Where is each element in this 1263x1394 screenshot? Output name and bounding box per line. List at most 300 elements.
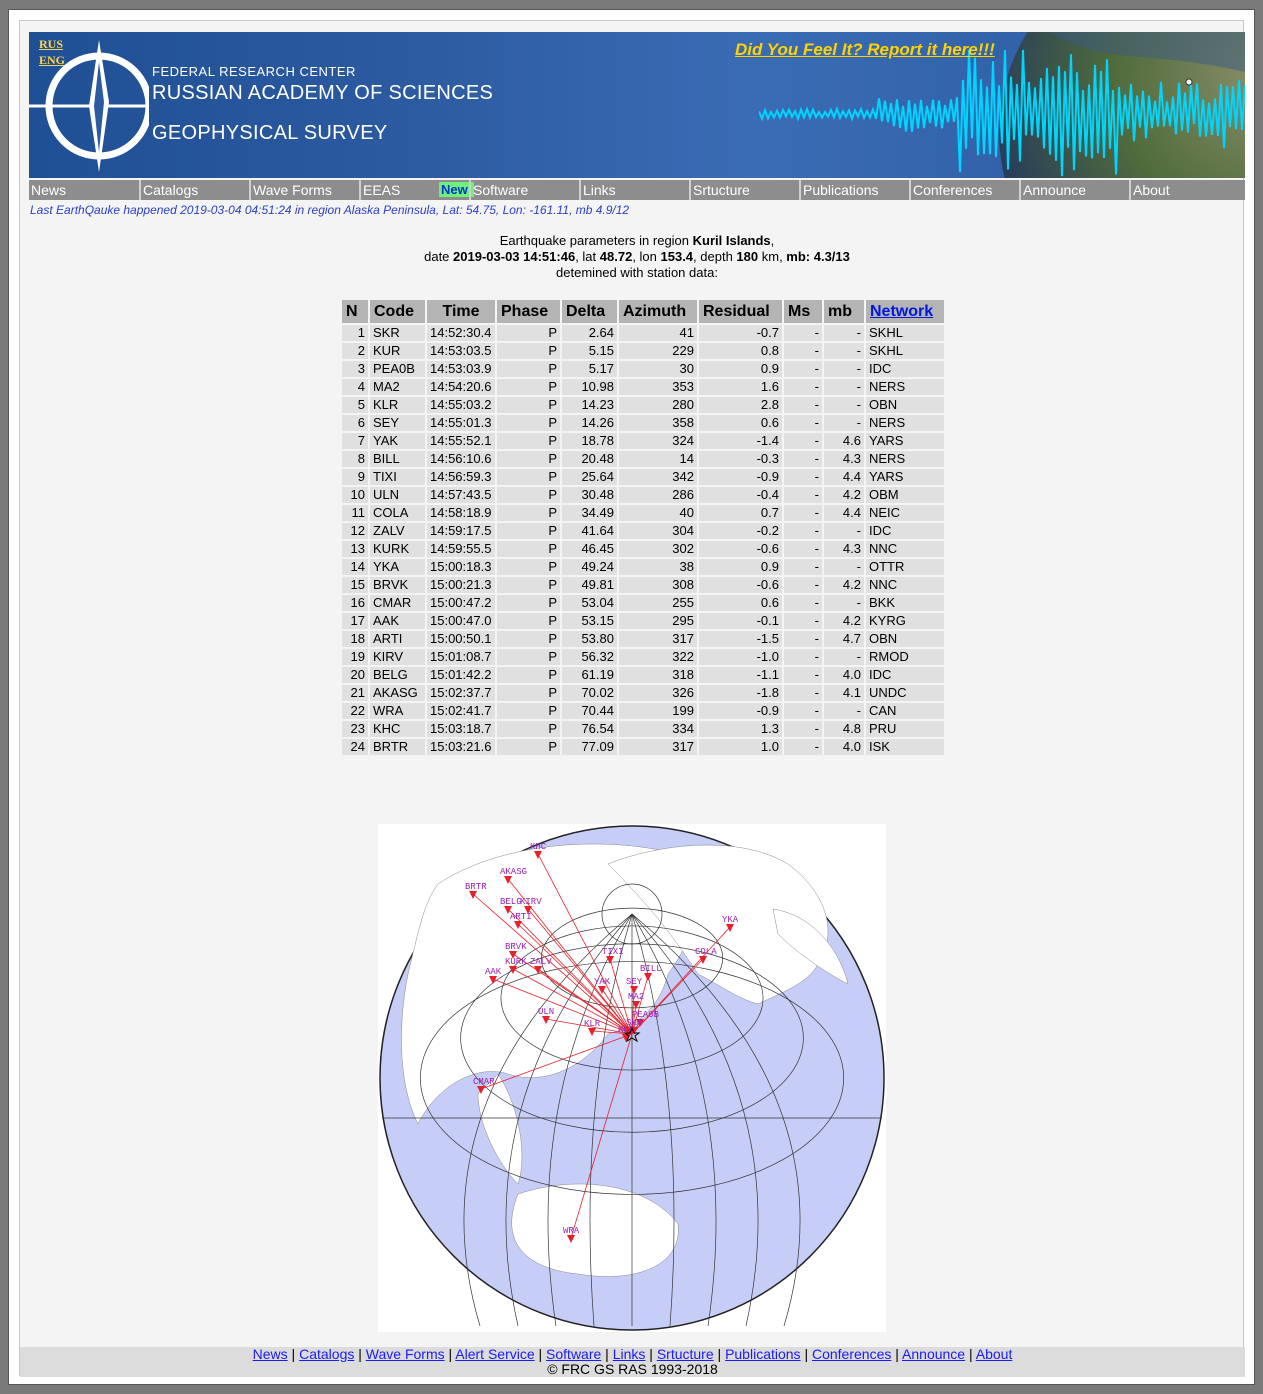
params-region: Kuril Islands	[692, 233, 771, 248]
cell-ms: -	[784, 541, 822, 557]
cell-azimuth: 358	[619, 415, 697, 431]
cell-delta: 41.64	[562, 523, 617, 539]
footer-links	[20, 1347, 1245, 1362]
cell-azimuth: 326	[619, 685, 697, 701]
params-km-label: km,	[758, 249, 787, 264]
table-row	[342, 559, 944, 575]
cell-ms: -	[784, 595, 822, 611]
cell-code: AAK	[370, 613, 425, 629]
cell-mb: 4.3	[824, 541, 864, 557]
nav-eeas-label: EEAS	[363, 182, 401, 198]
table-row	[342, 379, 944, 395]
cell-azimuth: 41	[619, 325, 697, 341]
cell-n: 1	[342, 325, 368, 341]
cell-ms: -	[784, 577, 822, 593]
cell-delta: 18.78	[562, 433, 617, 449]
params-mb: mb: 4.3/13	[786, 249, 850, 264]
station-label: WRA	[563, 1226, 580, 1236]
cell-n: 8	[342, 451, 368, 467]
cell-time: 14:53:03.5	[427, 343, 495, 359]
cell-code: KHC	[370, 721, 425, 737]
cell-n: 16	[342, 595, 368, 611]
nav-publications[interactable]: Publications	[799, 180, 909, 200]
cell-n: 19	[342, 649, 368, 665]
cell-n: 4	[342, 379, 368, 395]
table-row	[342, 685, 944, 701]
cell-phase: P	[497, 433, 560, 449]
cell-n: 7	[342, 433, 368, 449]
table-row	[342, 577, 944, 593]
col-azimuth: Azimuth	[619, 300, 697, 323]
station-label: AAK	[485, 967, 502, 977]
cell-mb: -	[824, 343, 864, 359]
table-row	[342, 325, 944, 341]
cell-n: 14	[342, 559, 368, 575]
cell-mb: -	[824, 379, 864, 395]
cell-n: 15	[342, 577, 368, 593]
cell-azimuth: 317	[619, 739, 697, 755]
cell-phase: P	[497, 469, 560, 485]
last-earthquake-ticker[interactable]: Last EarthQauke happened 2019-03-04 04:51:24 in region Alaska Peninsula, Lat: 54.75, Lon: -161.11, mb 4.9/12	[30, 203, 630, 217]
station-label: SKR	[626, 1018, 643, 1028]
cell-residual: -0.6	[699, 577, 782, 593]
footer-link-links[interactable]: Links	[612, 1346, 646, 1362]
cell-delta: 77.09	[562, 739, 617, 755]
cell-ms: -	[784, 649, 822, 665]
cell-delta: 49.24	[562, 559, 617, 575]
cell-ms: -	[784, 397, 822, 413]
cell-residual: -1.0	[699, 649, 782, 665]
station-label: ULN	[538, 1007, 555, 1017]
cell-mb: -	[824, 595, 864, 611]
cell-ms: -	[784, 505, 822, 521]
footer-link-news[interactable]: News	[252, 1346, 288, 1362]
nav-eeas[interactable]	[359, 180, 473, 200]
cell-network: NERS	[866, 379, 944, 395]
cell-delta: 20.48	[562, 451, 617, 467]
cell-n: 24	[342, 739, 368, 755]
did-you-feel-it-link[interactable]: Did You Feel It? Report it here!!!	[735, 40, 995, 59]
cell-time: 14:55:03.2	[427, 397, 495, 413]
cell-residual: 1.6	[699, 379, 782, 395]
cell-time: 15:02:37.7	[427, 685, 495, 701]
cell-phase: P	[497, 325, 560, 341]
cell-residual: -0.6	[699, 541, 782, 557]
cell-mb: 4.1	[824, 685, 864, 701]
cell-azimuth: 30	[619, 361, 697, 377]
network-header-link[interactable]: Network	[870, 302, 934, 320]
cell-code: BRVK	[370, 577, 425, 593]
cell-time: 14:56:59.3	[427, 469, 495, 485]
cell-n: 9	[342, 469, 368, 485]
cell-ms: -	[784, 703, 822, 719]
cell-network: CAN	[866, 703, 944, 719]
station-label: BILL	[640, 964, 662, 974]
footer-link-announce[interactable]: Announce	[902, 1346, 966, 1362]
cell-ms: -	[784, 559, 822, 575]
cell-code: AKASG	[370, 685, 425, 701]
table-row	[342, 649, 944, 665]
cell-phase: P	[497, 667, 560, 683]
params-lat-label: , lat	[575, 249, 600, 264]
cell-residual: 1.3	[699, 721, 782, 737]
station-map	[378, 824, 886, 1332]
cell-azimuth: 40	[619, 505, 697, 521]
cell-azimuth: 334	[619, 721, 697, 737]
table-row	[342, 415, 944, 431]
cell-ms: -	[784, 433, 822, 449]
cell-network: IDC	[866, 523, 944, 539]
cell-network: IDC	[866, 361, 944, 377]
cell-n: 2	[342, 343, 368, 359]
col-network	[866, 300, 944, 323]
cell-n: 21	[342, 685, 368, 701]
cell-mb: -	[824, 523, 864, 539]
cell-code: SKR	[370, 325, 425, 341]
cell-delta: 53.80	[562, 631, 617, 647]
station-label: YKA	[722, 915, 739, 925]
table-row	[342, 613, 944, 629]
footer-separator: |	[645, 1346, 657, 1362]
cell-code: CMAR	[370, 595, 425, 611]
cell-residual: 0.6	[699, 415, 782, 431]
table-header-row	[342, 300, 944, 323]
col-time: Time	[427, 300, 495, 323]
cell-azimuth: 295	[619, 613, 697, 629]
nav-catalogs[interactable]: Catalogs	[139, 180, 249, 200]
station-label: KIRV	[520, 897, 542, 907]
cell-residual: 1.0	[699, 739, 782, 755]
station-label: KHC	[530, 842, 547, 852]
params-lon: 153.4	[660, 249, 694, 264]
nav-software[interactable]: Software	[469, 180, 579, 200]
col-n: N	[342, 300, 368, 323]
station-label: CMAR	[473, 1077, 495, 1087]
params-date: 2019-03-03 14:51:46	[453, 249, 576, 264]
station-label: BRTR	[465, 882, 487, 892]
cell-phase: P	[497, 739, 560, 755]
cell-code: ARTI	[370, 631, 425, 647]
cell-delta: 49.81	[562, 577, 617, 593]
cell-delta: 14.26	[562, 415, 617, 431]
footer-separator: |	[713, 1346, 726, 1362]
org-line1: FEDERAL RESEARCH CENTER	[152, 64, 356, 79]
cell-phase: P	[497, 559, 560, 575]
cell-delta: 61.19	[562, 667, 617, 683]
cell-azimuth: 302	[619, 541, 697, 557]
cell-delta: 5.17	[562, 361, 617, 377]
cell-ms: -	[784, 667, 822, 683]
logo-compass-icon	[29, 32, 149, 178]
cell-residual: -0.9	[699, 469, 782, 485]
cell-mb: 4.6	[824, 433, 864, 449]
nav-structure[interactable]: Srtucture	[689, 180, 799, 200]
cell-code: BRTR	[370, 739, 425, 755]
cell-azimuth: 38	[619, 559, 697, 575]
footer-link-conferences[interactable]: Conferences	[811, 1346, 892, 1362]
cell-delta: 53.04	[562, 595, 617, 611]
cell-mb: 4.8	[824, 721, 864, 737]
cell-delta: 76.54	[562, 721, 617, 737]
cell-network: OTTR	[866, 559, 944, 575]
footer-link-software[interactable]: Software	[546, 1346, 602, 1362]
cell-azimuth: 304	[619, 523, 697, 539]
station-label: SEY	[626, 977, 643, 987]
nav-links[interactable]: Links	[579, 180, 689, 200]
table-row	[342, 505, 944, 521]
cell-residual: 0.9	[699, 559, 782, 575]
globe-map	[378, 824, 886, 1332]
cell-ms: -	[784, 739, 822, 755]
org-line2: RUSSIAN ACADEMY OF SCIENCES	[152, 82, 494, 104]
cell-mb: -	[824, 415, 864, 431]
cell-time: 14:55:01.3	[427, 415, 495, 431]
cell-network: KYRG	[866, 613, 944, 629]
page-frame	[8, 9, 1255, 1385]
cell-residual: -1.1	[699, 667, 782, 683]
cell-delta: 2.64	[562, 325, 617, 341]
cell-ms: -	[784, 523, 822, 539]
cell-code: KUR	[370, 343, 425, 359]
cell-residual: -0.2	[699, 523, 782, 539]
cell-network: IDC	[866, 667, 944, 683]
cell-n: 3	[342, 361, 368, 377]
cell-residual: -0.3	[699, 451, 782, 467]
table-row	[342, 667, 944, 683]
footer-link-publications[interactable]: Publications	[725, 1346, 801, 1362]
cell-phase: P	[497, 379, 560, 395]
cell-time: 15:00:18.3	[427, 559, 495, 575]
cell-n: 23	[342, 721, 368, 737]
cell-time: 15:00:50.1	[427, 631, 495, 647]
station-label: TIXI	[602, 947, 624, 957]
cell-ms: -	[784, 361, 822, 377]
table-row	[342, 397, 944, 413]
cell-ms: -	[784, 451, 822, 467]
table-row	[342, 487, 944, 503]
cell-mb: 4.0	[824, 667, 864, 683]
cell-delta: 46.45	[562, 541, 617, 557]
cell-mb: 4.2	[824, 577, 864, 593]
cell-mb: 4.0	[824, 739, 864, 755]
page-content	[19, 20, 1244, 1376]
station-label: YAK	[594, 977, 611, 987]
table-row	[342, 541, 944, 557]
table-row	[342, 433, 944, 449]
cell-code: SEY	[370, 415, 425, 431]
cell-n: 10	[342, 487, 368, 503]
footer-link-about[interactable]: About	[975, 1346, 1013, 1362]
cell-residual: -1.5	[699, 631, 782, 647]
station-table	[340, 298, 946, 757]
cell-azimuth: 318	[619, 667, 697, 683]
cell-time: 15:01:08.7	[427, 649, 495, 665]
cell-phase: P	[497, 631, 560, 647]
cell-ms: -	[784, 325, 822, 341]
cell-code: ZALV	[370, 523, 425, 539]
params-lon-label: , lon	[632, 249, 661, 264]
cell-delta: 56.32	[562, 649, 617, 665]
cell-time: 14:55:52.1	[427, 433, 495, 449]
cell-mb: -	[824, 397, 864, 413]
cell-time: 15:00:47.2	[427, 595, 495, 611]
footer-link-alert-service[interactable]: Alert Service	[455, 1346, 535, 1362]
lang-eng-link[interactable]: ENG	[39, 53, 66, 67]
cell-residual: 0.8	[699, 343, 782, 359]
footer-separator: |	[534, 1346, 547, 1362]
cell-network: OBN	[866, 397, 944, 413]
station-label: AKASG	[500, 867, 528, 877]
table-row	[342, 595, 944, 611]
cell-azimuth: 280	[619, 397, 697, 413]
cell-phase: P	[497, 595, 560, 611]
cell-mb: -	[824, 703, 864, 719]
cell-phase: P	[497, 613, 560, 629]
cell-n: 22	[342, 703, 368, 719]
cell-phase: P	[497, 685, 560, 701]
table-row	[342, 469, 944, 485]
cell-time: 14:56:10.6	[427, 451, 495, 467]
cell-residual: -1.8	[699, 685, 782, 701]
cell-azimuth: 308	[619, 577, 697, 593]
cell-phase: P	[497, 649, 560, 665]
nav-about[interactable]: About	[1129, 180, 1245, 200]
cell-code: KLR	[370, 397, 425, 413]
cell-azimuth: 324	[619, 433, 697, 449]
cell-mb: -	[824, 649, 864, 665]
cell-phase: P	[497, 703, 560, 719]
cell-azimuth: 322	[619, 649, 697, 665]
cell-code: YAK	[370, 433, 425, 449]
station-label: KURK	[505, 957, 527, 967]
cell-delta: 30.48	[562, 487, 617, 503]
cell-mb: -	[824, 361, 864, 377]
cell-azimuth: 286	[619, 487, 697, 503]
cell-azimuth: 199	[619, 703, 697, 719]
lang-rus-link[interactable]: RUS	[39, 37, 64, 51]
nav-announce[interactable]: Announce	[1019, 180, 1129, 200]
footer-link-catalogs[interactable]: Catalogs	[299, 1346, 355, 1362]
cell-azimuth: 342	[619, 469, 697, 485]
footer	[20, 1347, 1245, 1377]
cell-time: 14:52:30.4	[427, 325, 495, 341]
station-label: ARTI	[510, 912, 532, 922]
station-label: MA2	[628, 992, 645, 1002]
cell-time: 15:00:21.3	[427, 577, 495, 593]
cell-time: 14:53:03.9	[427, 361, 495, 377]
cell-network: NNC	[866, 577, 944, 593]
cell-n: 17	[342, 613, 368, 629]
footer-separator: |	[444, 1346, 456, 1362]
cell-azimuth: 229	[619, 343, 697, 359]
header-banner	[29, 32, 1245, 178]
table-row	[342, 703, 944, 719]
table-row	[342, 343, 944, 359]
cell-ms: -	[784, 685, 822, 701]
cell-delta: 25.64	[562, 469, 617, 485]
cell-time: 14:57:43.5	[427, 487, 495, 503]
cell-mb: -	[824, 559, 864, 575]
cell-network: PRU	[866, 721, 944, 737]
nav-conferences[interactable]: Conferences	[909, 180, 1019, 200]
table-row	[342, 739, 944, 755]
cell-delta: 34.49	[562, 505, 617, 521]
cell-code: COLA	[370, 505, 425, 521]
cell-time: 15:01:42.2	[427, 667, 495, 683]
col-mb: mb	[824, 300, 864, 323]
cell-ms: -	[784, 721, 822, 737]
cell-time: 14:58:18.9	[427, 505, 495, 521]
col-residual: Residual	[699, 300, 782, 323]
table-row	[342, 631, 944, 647]
cell-ms: -	[784, 343, 822, 359]
cell-residual: -0.1	[699, 613, 782, 629]
new-badge: New!	[441, 182, 473, 197]
cell-n: 13	[342, 541, 368, 557]
cell-ms: -	[784, 415, 822, 431]
cell-ms: -	[784, 487, 822, 503]
cell-phase: P	[497, 541, 560, 557]
cell-phase: P	[497, 577, 560, 593]
cell-mb: 4.4	[824, 505, 864, 521]
cell-ms: -	[784, 379, 822, 395]
cell-code: TIXI	[370, 469, 425, 485]
cell-phase: P	[497, 361, 560, 377]
cell-n: 6	[342, 415, 368, 431]
cell-network: UNDC	[866, 685, 944, 701]
station-label: KLR	[584, 1019, 601, 1029]
cell-phase: P	[497, 451, 560, 467]
params-depth: 180	[736, 249, 759, 264]
cell-mb: 4.2	[824, 487, 864, 503]
cell-n: 18	[342, 631, 368, 647]
table-row	[342, 361, 944, 377]
cell-network: NNC	[866, 541, 944, 557]
org-line3: GEOPHYSICAL SURVEY	[152, 122, 388, 144]
cell-time: 15:00:47.0	[427, 613, 495, 629]
col-delta: Delta	[562, 300, 617, 323]
cell-phase: P	[497, 487, 560, 503]
cell-phase: P	[497, 397, 560, 413]
cell-delta: 70.02	[562, 685, 617, 701]
cell-ms: -	[784, 613, 822, 629]
cell-code: MA2	[370, 379, 425, 395]
params-depth-label: , depth	[693, 249, 737, 264]
cell-network: SKHL	[866, 325, 944, 341]
footer-link-srtucture[interactable]: Srtucture	[656, 1346, 714, 1362]
footer-separator: |	[800, 1346, 812, 1362]
cell-network: NERS	[866, 451, 944, 467]
cell-azimuth: 353	[619, 379, 697, 395]
footer-link-wave-forms[interactable]: Wave Forms	[365, 1346, 445, 1362]
params-line3: detemined with station data:	[556, 265, 718, 280]
nav-news[interactable]: News	[31, 182, 67, 198]
cell-delta: 70.44	[562, 703, 617, 719]
cell-residual: 0.7	[699, 505, 782, 521]
cell-azimuth: 317	[619, 631, 697, 647]
cell-n: 20	[342, 667, 368, 683]
cell-residual: -1.4	[699, 433, 782, 449]
cell-delta: 53.15	[562, 613, 617, 629]
cell-code: WRA	[370, 703, 425, 719]
cell-time: 14:59:55.5	[427, 541, 495, 557]
earthquake-parameters: Earthquake parameters in region Kuril Islands, date 2019-03-03 14:51:46, lat 48.72, lon 153.4, depth 180 km, mb: 4.3/13 detemined with station data:	[29, 233, 1245, 281]
nav-wave-forms[interactable]: Wave Forms	[249, 180, 359, 200]
cell-residual: -0.9	[699, 703, 782, 719]
cell-code: KURK	[370, 541, 425, 557]
cell-delta: 10.98	[562, 379, 617, 395]
cell-mb: 4.7	[824, 631, 864, 647]
